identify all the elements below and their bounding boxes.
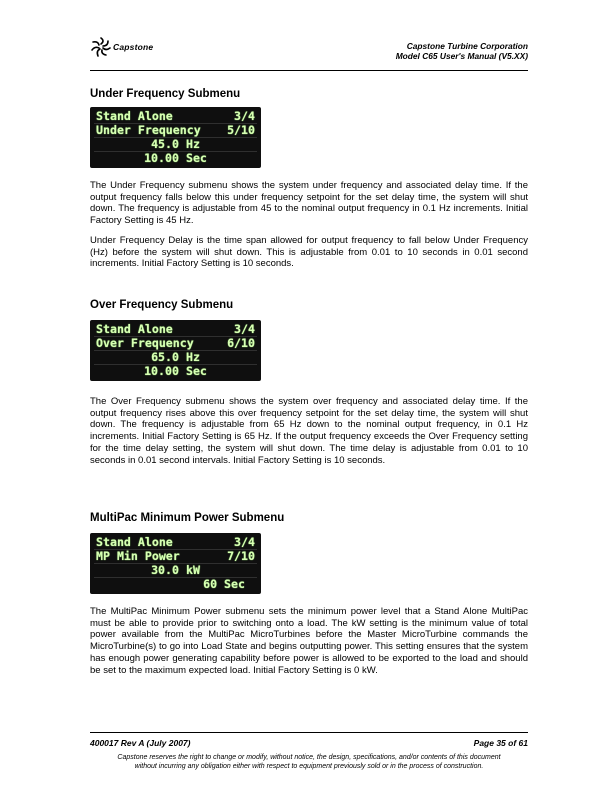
lcd-submenu-name: Over Frequency bbox=[96, 336, 194, 350]
paragraph: The MultiPac Minimum Power submenu sets the minimum power level that a Stand Alone MultiPac must be able to provide prior to switching onto a load. The kW setting is the minimum value of total power available from the MultiPac MicroTurbines before the Master MicroTurbine commands the MicroTurbine(s) to go into Load State and begins outputting power. This setting ensures that the system has enough power generating capability before power is allowed to be exported to the load and should be set to the maximum expected load. Initial Factory Setting is 0 kW. bbox=[90, 606, 528, 676]
header-info bbox=[396, 41, 528, 62]
lcd-row bbox=[94, 323, 257, 337]
lcd-row bbox=[94, 337, 257, 351]
lcd-display-over-frequency bbox=[90, 320, 261, 381]
lcd-mode: Stand Alone bbox=[96, 535, 173, 549]
lcd-submenu-index: 7/10 bbox=[227, 549, 255, 563]
lcd-value: 65.0 Hz bbox=[151, 350, 200, 364]
lcd-submenu-name: Under Frequency bbox=[96, 123, 201, 137]
lcd-delay: 10.00 Sec bbox=[144, 151, 207, 165]
lcd-value: 45.0 Hz bbox=[151, 137, 200, 151]
capstone-logo bbox=[90, 36, 153, 58]
lcd-delay: 60 Sec bbox=[203, 577, 245, 591]
header-rule bbox=[90, 70, 528, 71]
document-revision: 400017 Rev A (July 2007) bbox=[90, 738, 191, 748]
lcd-mode: Stand Alone bbox=[96, 109, 173, 123]
lcd-row bbox=[94, 138, 257, 152]
lcd-menu-index: 3/4 bbox=[234, 535, 255, 549]
paragraph: Under Frequency Delay is the time span allowed for output frequency to fall below Under Frequency (Hz) before the system will shut down. This is adjustable from 0.01 to 10 seconds in 0.01 second increments. Initial Factory Setting is 10 seconds. bbox=[90, 235, 528, 270]
lcd-mode: Stand Alone bbox=[96, 322, 173, 336]
lcd-display-mp-min-power bbox=[90, 533, 261, 594]
lcd-menu-index: 3/4 bbox=[234, 322, 255, 336]
lcd-row bbox=[94, 351, 257, 365]
lcd-row bbox=[94, 365, 257, 378]
paragraph: The Under Frequency submenu shows the system under frequency and associated delay time. If the output frequency falls below this under frequency setpoint for the set delay time, the system will shut down. The frequency is adjustable from 45 to the nominal output frequency in 0.1 Hz increments. Initial Factory Setting is 45 Hz. bbox=[90, 180, 528, 227]
page-number: Page 35 of 61 bbox=[473, 738, 528, 748]
lcd-menu-index: 3/4 bbox=[234, 109, 255, 123]
lcd-row bbox=[94, 110, 257, 124]
lcd-row bbox=[94, 564, 257, 578]
section-title-under-frequency: Under Frequency Submenu bbox=[90, 88, 241, 100]
company-name: Capstone Turbine Corporation bbox=[406, 41, 528, 51]
logo-text: Capstone bbox=[113, 42, 154, 52]
lcd-submenu-index: 5/10 bbox=[227, 123, 255, 137]
disclaimer-line: Capstone reserves the right to change or modify, without notice, the design, specifications, and/or contents of this document bbox=[117, 754, 501, 761]
manual-title: Model C65 User's Manual (V5.XX) bbox=[395, 51, 528, 62]
lcd-row bbox=[94, 550, 257, 564]
lcd-submenu-name: MP Min Power bbox=[96, 549, 180, 563]
disclaimer-line: without incurring any obligation either with respect to equipment previously sold or in the process of construction. bbox=[134, 763, 484, 770]
footer-rule bbox=[90, 732, 528, 733]
lcd-row bbox=[94, 124, 257, 138]
lcd-value: 30.0 kW bbox=[151, 563, 200, 577]
section-title-multipac-minimum-power: MultiPac Minimum Power Submenu bbox=[90, 512, 285, 524]
lcd-row bbox=[94, 152, 257, 165]
turbine-icon bbox=[90, 36, 112, 58]
lcd-row bbox=[94, 578, 257, 591]
section-title-over-frequency: Over Frequency Submenu bbox=[90, 299, 234, 311]
paragraph: The Over Frequency submenu shows the system over frequency and associated delay time. If the output frequency rises above this over frequency setpoint for the set delay time, the system will shut down. The frequency is adjustable from 65 Hz down to the nominal output frequency, in 0.1 Hz increments. Initial Factory Setting is 65 Hz. If the output frequency exceeds the Over Frequency setting for the time delay setting, the system will shut down. The time delay is adjustable from 0.01 to 10 seconds in 0.01 second intervals. Initial Factory Setting is 10 seconds. bbox=[90, 396, 528, 466]
lcd-row bbox=[94, 536, 257, 550]
lcd-submenu-index: 6/10 bbox=[227, 336, 255, 350]
lcd-display-under-frequency bbox=[90, 107, 261, 168]
lcd-delay: 10.00 Sec bbox=[144, 364, 207, 378]
disclaimer bbox=[90, 753, 528, 771]
page-header bbox=[90, 34, 528, 70]
